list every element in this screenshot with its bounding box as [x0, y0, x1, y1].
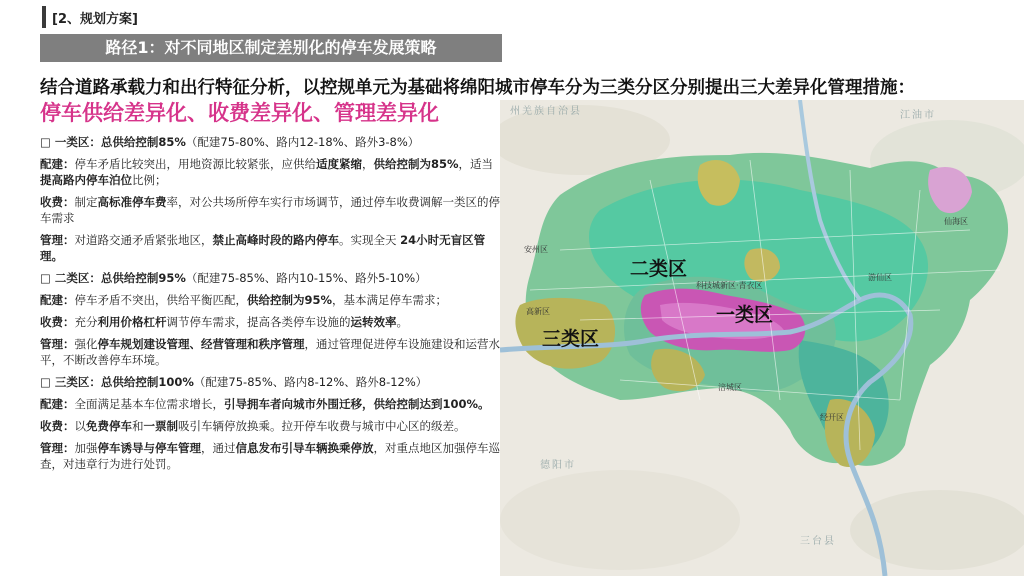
section-marker	[42, 6, 46, 28]
zone1-title: □ 一类区：总供给控制85%（配建75-80%、路内12-18%、路外3-8%）	[40, 135, 420, 149]
map-place-label: 德阳市	[540, 460, 576, 471]
zone2-supply: 配建：停车矛盾不突出，供给平衡匹配，供给控制为95%，基本满足停车需求；	[40, 293, 448, 307]
zone1-fee: 收费：制定高标准停车费率，对公共场所停车实行市场调节，通过停车收费调解一类区的停车需求	[40, 195, 500, 225]
zone3-fee: 收费：以免费停车和一票制吸引车辆停放换乘。拉开停车收费与城市中心区的级差。	[40, 419, 466, 433]
zone1-management: 管理：对道路交通矛盾紧张地区，禁止高峰时段的路内停车。实现全天 24小时无盲区管理。	[40, 233, 486, 263]
map-place-label: 江油市	[900, 110, 936, 121]
terrain-patch	[500, 470, 740, 570]
subheadline: 停车供给差异化、收费差异化、管理差异化	[40, 101, 439, 125]
map-place-label: 仙海区	[944, 217, 968, 226]
map-place-label: 州羌族自治县	[510, 106, 582, 117]
map-place-label: 经开区	[820, 413, 844, 422]
strategy-text	[40, 134, 502, 478]
map-place-label: 科技城新区·青衣区	[696, 281, 763, 290]
zone2-fee: 收费：充分利用价格杠杆调节停车需求，提高各类停车设施的运转效率。	[40, 315, 408, 329]
zone3-supply: 配建：全面满足基本车位需求增长，引导拥车者向城市外围迁移，供给控制达到100%。	[40, 397, 490, 411]
headline: 结合道路承载力和出行特征分析，以控规单元为基础将绵阳城市停车分为三类分区分别提出三大差异化管理措施：	[40, 78, 915, 98]
map-place-label: 三台县	[800, 536, 836, 547]
zone3-management: 管理：加强停车诱导与停车管理，通过信息发布引导车辆换乘停放，对重点地区加强停车巡查，对违章行为进行处罚。	[40, 441, 500, 471]
zone2-management: 管理：强化停车规划建设管理、经营管理和秩序管理，通过管理促进停车设施建设和运营水平，不断改善停车环境。	[40, 337, 500, 367]
map-place-label: 安州区	[524, 245, 548, 254]
zone2-label: 二类区	[630, 258, 688, 280]
zone2-title: □ 二类区：总供给控制95%（配建75-85%、路内10-15%、路外5-10%）	[40, 271, 427, 285]
zone3-label: 三类区	[542, 328, 600, 350]
zone1-supply: 配建：停车矛盾比较突出，用地资源比较紧张，应供给适度紧缩，供给控制为85%，适当提高路内停车泊位比例；	[40, 157, 494, 187]
section-tag: [2、规划方案]	[52, 12, 138, 27]
title-banner	[40, 34, 502, 62]
map-place-label: 涪城区	[718, 383, 742, 392]
zone3-title: □ 三类区：总供给控制100%（配建75-85%、路内8-12%、路外8-12%）	[40, 375, 428, 389]
zone1-label: 一类区	[716, 304, 774, 326]
map-place-label: 游仙区	[868, 273, 892, 282]
map-place-label: 高新区	[526, 307, 550, 316]
zoning-map	[500, 100, 1024, 576]
page-title: 路径1：对不同地区制定差别化的停车发展策略	[105, 38, 437, 57]
